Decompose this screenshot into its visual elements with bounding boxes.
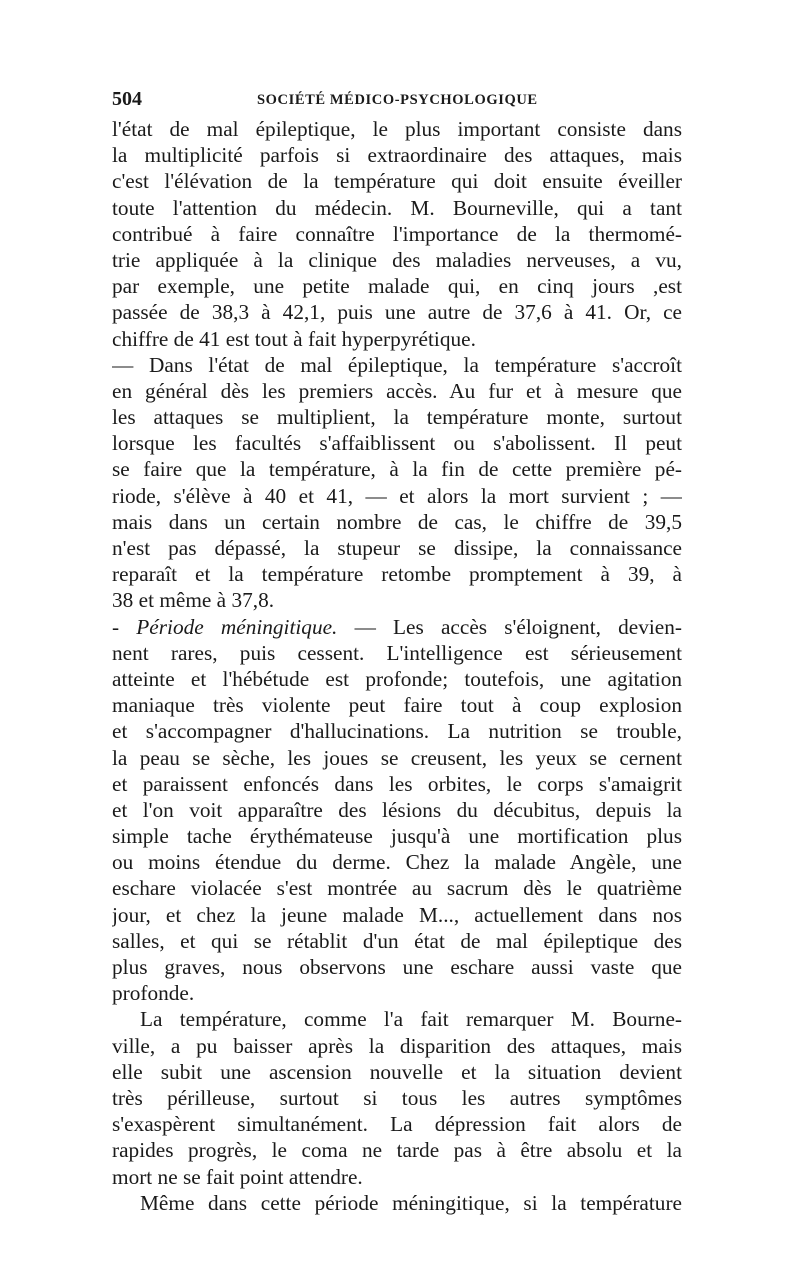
text-line: eschare violacée s'est montrée au sacrum dès le quatrième <box>112 876 682 901</box>
text-line: mort ne se fait point attendre. <box>112 1164 363 1189</box>
text-line: par exemple, une petite malade qui, en cinq jours ,est <box>112 274 682 299</box>
text-line: les attaques se multiplient, la température monte, surtout <box>112 405 682 430</box>
text-line: — Dans l'état de mal épileptique, la température s'accroît <box>112 352 682 377</box>
text-line: nent rares, puis cessent. L'intelligence est sérieusement <box>112 640 682 665</box>
periode-rest: — Les accès s'éloignent, devien- <box>337 614 682 639</box>
book-page <box>112 86 682 1236</box>
text-line: atteinte et l'hébétude est profonde; toutefois, une agitation <box>112 666 682 691</box>
text-line: rapides progrès, le coma ne tarde pas à être absolu et la <box>112 1138 682 1163</box>
body-text <box>112 116 682 1216</box>
text-line: plus graves, nous observons une eschare aussi vaste que <box>112 955 682 979</box>
text-line: lorsque les facultés s'affaiblissent ou s'abolissent. Il peut <box>112 431 682 456</box>
text-line: c'est l'élévation de la température qui doit ensuite éveiller <box>112 169 682 194</box>
text-line: salles, et qui se rétablit d'un état de mal épileptique des <box>112 928 682 953</box>
text-line: ville, a pu baisser après la disparition des attaques, mais <box>112 1033 682 1058</box>
text-line: elle subit une ascension nouvelle et la situation devient <box>112 1059 682 1084</box>
text-line: maniaque très violente peut faire tout à coup explosion <box>112 693 682 718</box>
running-title: SOCIÉTÉ MÉDICO-PSYCHOLOGIQUE <box>257 92 538 108</box>
text-line: La température, comme l'a fait remarquer M. Bourne- <box>140 1007 682 1032</box>
text-line: mais dans un certain nombre de cas, le chiffre de 39,5 <box>112 509 682 534</box>
text-line: très périlleuse, surtout si tous les autres symptômes <box>112 1085 682 1110</box>
text-line: et paraissent enfoncés dans les orbites, le corps s'amaigrit <box>112 771 682 796</box>
running-head <box>112 86 682 116</box>
text-line: reparaît et la température retombe promptement à 39, à <box>112 562 682 587</box>
text-line: en général dès les premiers accès. Au fur et à mesure que <box>112 378 682 403</box>
periode-heading: - Période méningitique. <box>112 614 338 639</box>
text-line: et s'accompagner d'hallucinations. La nutrition se trouble, <box>112 719 682 744</box>
text-line: et l'on voit apparaître des lésions du décubitus, depuis la <box>112 797 682 822</box>
text-line: 38 et même à 37,8. <box>112 588 275 613</box>
text-line: jour, et chez la jeune malade M..., actuellement dans nos <box>112 902 682 927</box>
text-line: la multiplicité parfois si extraordinaire des attaques, mais <box>112 143 682 168</box>
text-line: l'état de mal épileptique, le plus important consiste dans <box>112 117 682 141</box>
text-line: s'exaspèrent simultanément. La dépression fait alors de <box>112 1112 682 1137</box>
text-line: ou moins étendue du derme. Chez la malade Angèle, une <box>112 850 682 875</box>
text-line: contribué à faire connaître l'importance de la thermomé- <box>112 221 682 246</box>
text-line: chiffre de 41 est tout à fait hyperpyrétique. <box>112 326 476 351</box>
text-line: simple tache érythémateuse jusqu'à une mortification plus <box>112 824 682 849</box>
text-line: riode, s'élève à 40 et 41, — et alors la mort survient ; — <box>112 483 682 508</box>
section-heading-line <box>112 614 682 640</box>
text-line: Même dans cette période méningitique, si la température <box>140 1190 682 1215</box>
text-line: n'est pas dépassé, la stupeur se dissipe, la connaissance <box>112 536 682 560</box>
text-line: trie appliquée à la clinique des maladies nerveuses, a vu, <box>112 247 682 272</box>
text-line: profonde. <box>112 981 195 1006</box>
text-line: passée de 38,3 à 42,1, puis une autre de 37,6 à 41. Or, ce <box>112 300 682 325</box>
page-number: 504 <box>112 88 142 110</box>
text-line: se faire que la température, à la fin de cette première pé- <box>112 457 682 482</box>
text-line: toute l'attention du médecin. M. Bourneville, qui a tant <box>112 195 682 220</box>
text-line: la peau se sèche, les joues se creusent, les yeux se cernent <box>112 745 682 770</box>
